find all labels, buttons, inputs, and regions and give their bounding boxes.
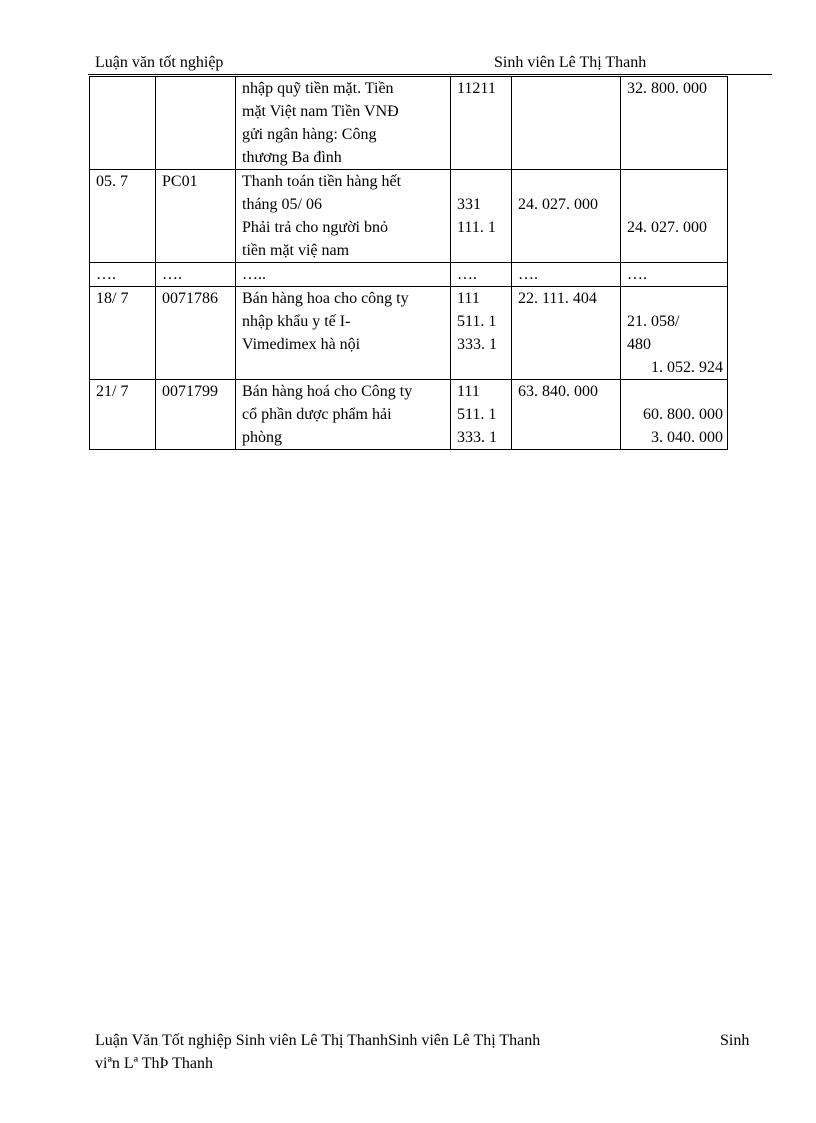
description-line: Bán hàng hoa cho công ty xyxy=(242,290,409,307)
debit-amount-line: 24. 027. 000 xyxy=(518,196,598,213)
account-line: 11211 xyxy=(457,80,496,97)
description-line: Thanh toán tiền hàng hết xyxy=(242,173,402,190)
debit-amount-line xyxy=(518,216,616,239)
debit-amount-cell xyxy=(512,170,621,263)
date-line xyxy=(96,77,151,100)
ledger-body xyxy=(90,77,728,450)
document-number-cell xyxy=(156,287,236,380)
credit-amount-cell xyxy=(621,170,728,263)
footer-line-1: Luận Văn Tốt nghiệp Sinh viên Lê Thị ThanhSinh viên Lê Thị Thanh xyxy=(95,1032,541,1049)
date-cell xyxy=(90,380,156,450)
credit-amount-line xyxy=(627,239,723,262)
page-header xyxy=(0,0,816,76)
table-row xyxy=(90,263,728,287)
credit-amount-line: 24. 027. 000 xyxy=(627,219,707,236)
account-line: 511. 1 xyxy=(457,406,497,423)
header-title-left: Luận văn tốt nghiệp xyxy=(95,54,224,71)
date-cell xyxy=(90,77,156,170)
credit-amount-line: …. xyxy=(627,266,647,283)
account-line: 111. 1 xyxy=(457,219,496,236)
credit-amount-line: 1. 052. 924 xyxy=(651,359,723,376)
table-row xyxy=(90,170,728,263)
account-line: 333. 1 xyxy=(457,336,497,353)
description-line: tiền mặt việ nam xyxy=(242,242,350,259)
credit-amount-line xyxy=(627,193,723,216)
account-cell xyxy=(451,380,512,450)
description-line: thương Ba đình xyxy=(242,149,342,166)
header-rule xyxy=(88,74,772,75)
credit-amount-cell xyxy=(621,263,728,287)
account-line xyxy=(457,239,507,262)
description-line: mặt Việt nam Tiền VNĐ xyxy=(242,103,399,120)
credit-amount-cell xyxy=(621,77,728,170)
description-line: Phải trả cho người bnỏ xyxy=(242,219,388,236)
account-line: 111 xyxy=(457,290,480,307)
account-line xyxy=(457,170,507,193)
document-number-line: PC01 xyxy=(162,173,198,190)
debit-amount-line xyxy=(518,170,616,193)
account-cell xyxy=(451,287,512,380)
debit-amount-line xyxy=(518,77,616,100)
credit-amount-line: 60. 800. 000 xyxy=(643,406,723,423)
credit-amount-line xyxy=(627,287,723,310)
document-number-line: 0071786 xyxy=(162,290,218,307)
description-line: tháng 05/ 06 xyxy=(242,196,322,213)
debit-amount-line xyxy=(518,239,616,262)
account-line: 511. 1 xyxy=(457,313,497,330)
description-line: nhập quỹ tiền mặt. Tiền xyxy=(242,80,394,97)
date-cell xyxy=(90,170,156,263)
credit-amount-cell xyxy=(621,287,728,380)
document-number-cell xyxy=(156,77,236,170)
credit-amount-line: 3. 040. 000 xyxy=(651,429,723,446)
credit-amount-line xyxy=(627,380,723,403)
description-line: phòng xyxy=(242,429,282,446)
account-cell xyxy=(451,77,512,170)
account-cell xyxy=(451,170,512,263)
table-row xyxy=(90,77,728,170)
description-cell xyxy=(236,263,451,287)
debit-amount-cell xyxy=(512,287,621,380)
description-line: nhập khẩu y tế I- xyxy=(242,313,351,330)
document-number-cell xyxy=(156,263,236,287)
description-cell xyxy=(236,77,451,170)
account-line: 331 xyxy=(457,196,481,213)
ledger-table xyxy=(89,76,728,450)
debit-amount-line: 63. 840. 000 xyxy=(518,383,598,400)
description-line: Vimedimex hà nội xyxy=(242,336,361,353)
date-line: 18/ 7 xyxy=(96,290,129,307)
debit-amount-cell xyxy=(512,380,621,450)
debit-amount-line: 22. 111. 404 xyxy=(518,290,597,307)
date-line: 21/ 7 xyxy=(96,383,129,400)
document-number-cell xyxy=(156,380,236,450)
account-cell xyxy=(451,263,512,287)
debit-amount-line: …. xyxy=(518,266,538,283)
description-cell xyxy=(236,287,451,380)
credit-amount-cell xyxy=(621,380,728,450)
document-number-line: …. xyxy=(162,266,182,283)
debit-amount-cell xyxy=(512,77,621,170)
document-number-line xyxy=(162,77,231,100)
date-line: 05. 7 xyxy=(96,173,128,190)
description-cell xyxy=(236,380,451,450)
description-cell xyxy=(236,170,451,263)
header-title-right: Sinh viên Lê Thị Thanh xyxy=(494,54,647,71)
description-line: gửi ngân hàng: Công xyxy=(242,126,377,143)
account-line: …. xyxy=(457,266,477,283)
description-line: ….. xyxy=(242,266,266,283)
footer-line-2: viªn Lª ThÞ Thanh xyxy=(95,1055,214,1072)
document-number-cell xyxy=(156,170,236,263)
account-line: 333. 1 xyxy=(457,429,497,446)
credit-amount-line: 32. 800. 000 xyxy=(627,80,707,97)
table-row xyxy=(90,380,728,450)
date-cell xyxy=(90,287,156,380)
table-row xyxy=(90,287,728,380)
debit-amount-cell xyxy=(512,263,621,287)
credit-amount-line: 480 xyxy=(627,336,651,353)
description-line: cổ phần dược phẩm hải xyxy=(242,406,392,423)
date-cell xyxy=(90,263,156,287)
description-line: Bán hàng hoá cho Công ty xyxy=(242,383,413,400)
credit-amount-line: 21. 058/ xyxy=(627,313,680,330)
document-number-line: 0071799 xyxy=(162,383,218,400)
footer-line-1-right: Sinh xyxy=(720,1032,750,1049)
credit-amount-line xyxy=(627,170,723,193)
account-line: 111 xyxy=(457,383,480,400)
date-line: …. xyxy=(96,266,116,283)
